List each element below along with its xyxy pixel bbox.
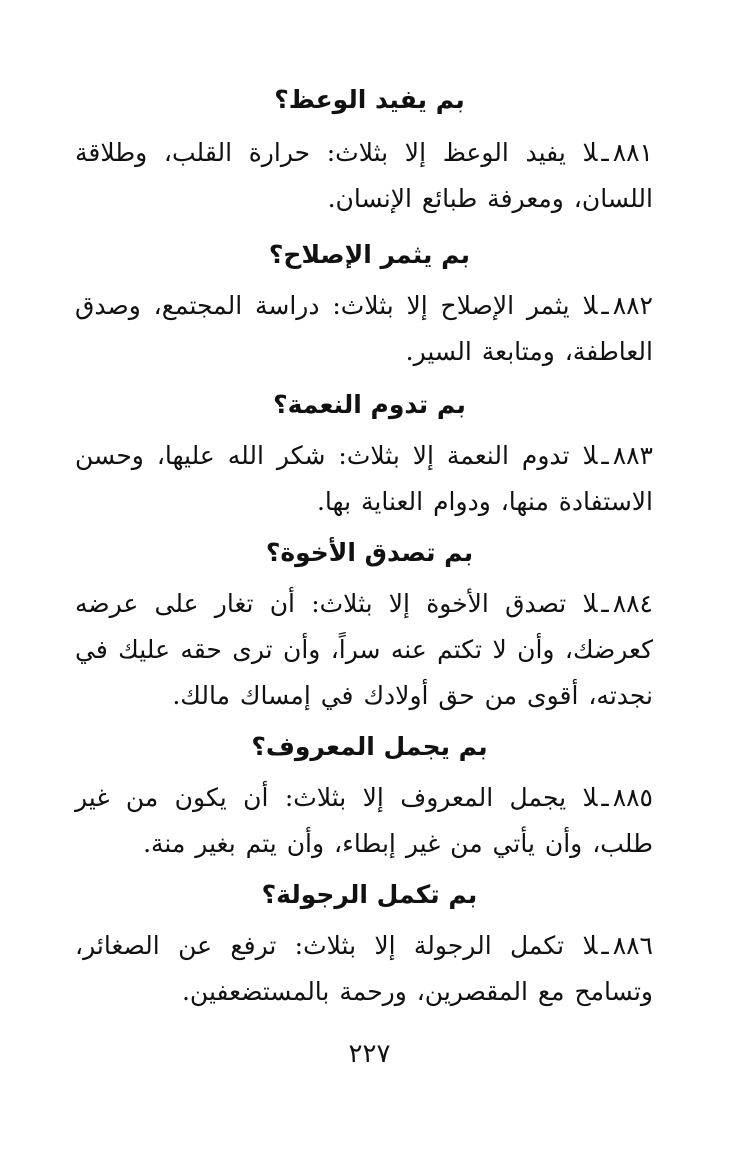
- paragraph-dash: ـ: [601, 931, 609, 960]
- section-heading: بم تدوم النعمة؟: [273, 390, 466, 419]
- paragraph-dash: ـ: [601, 291, 609, 320]
- paragraph-dash: ـ: [601, 783, 609, 812]
- section-heading: بم تصدق الأخوة؟: [265, 538, 474, 567]
- section-heading: بم يثمر الإصلاح؟: [268, 240, 471, 269]
- numbered-paragraph: [75, 923, 653, 1015]
- numbered-paragraph: [75, 283, 653, 375]
- paragraph-text: لا تكمل الرجولة إلا بثلاث: ترفع عن الصغائر، وتسامح مع المقصرين، ورحمة بالمستضعفين.: [75, 931, 653, 1006]
- paragraph-number: ٨٨٣: [612, 441, 653, 470]
- paragraph-number: ٨٨١: [612, 138, 653, 167]
- paragraph-dash: ـ: [601, 441, 609, 470]
- paragraph-text: لا تدوم النعمة إلا بثلاث: شكر الله عليها، وحسن الاستفادة منها، ودوام العناية بها.: [75, 441, 653, 516]
- paragraph-number: ٨٨٤: [612, 589, 653, 618]
- numbered-paragraph: [75, 775, 653, 867]
- paragraph-dash: ـ: [601, 138, 609, 167]
- numbered-paragraph: [75, 130, 653, 222]
- section-heading: بم يجمل المعروف؟: [251, 732, 488, 761]
- paragraph-text: لا تصدق الأخوة إلا بثلاث: أن تغار على عرضه كعرضك، وأن لا تكتم عنه سراً، وأن ترى حقه عليك في نجدته، أقوى من حق أولادك في إمساك مالك.: [75, 589, 653, 710]
- paragraph-number: ٨٨٢: [612, 291, 653, 320]
- section-heading: بم تكمل الرجولة؟: [261, 880, 478, 909]
- paragraph-text: لا يفيد الوعظ إلا بثلاث: حرارة القلب، وطلاقة اللسان، ومعرفة طبائع الإنسان.: [75, 138, 653, 213]
- paragraph-number: ٨٨٥: [612, 783, 653, 812]
- page-number: ٢٢٧: [348, 1039, 391, 1069]
- numbered-paragraph: [75, 433, 653, 525]
- paragraph-dash: ـ: [601, 589, 609, 618]
- paragraph-text: لا يثمر الإصلاح إلا بثلاث: دراسة المجتمع، وصدق العاطفة، ومتابعة السير.: [75, 291, 653, 366]
- paragraph-text: لا يجمل المعروف إلا بثلاث: أن يكون من غير طلب، وأن يأتي من غير إبطاء، وأن يتم بغير منة.: [75, 783, 653, 858]
- numbered-paragraph: [75, 581, 653, 719]
- paragraph-number: ٨٨٦: [612, 931, 653, 960]
- section-heading: بم يفيد الوعظ؟: [274, 85, 465, 114]
